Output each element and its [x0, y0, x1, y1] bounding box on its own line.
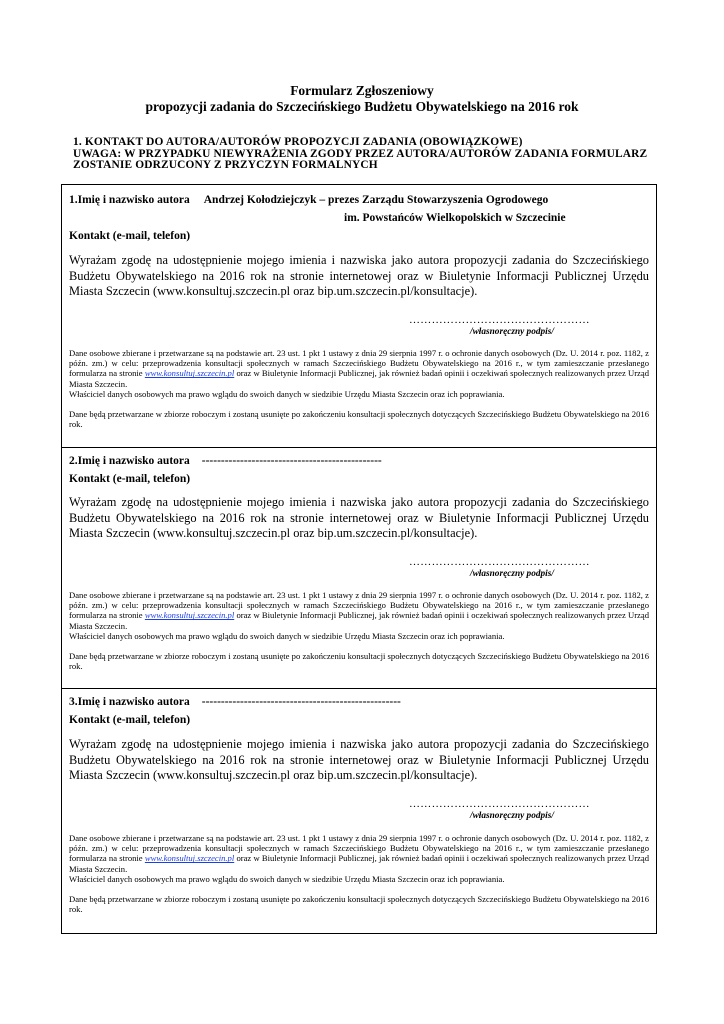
author-block-1	[62, 185, 656, 447]
signature-line[interactable]: …………………………………………	[409, 314, 590, 326]
author-name-value[interactable]: ----------------------------------------------------	[201, 696, 401, 708]
konsultuj-link[interactable]: www.konsultuj.szczecin.pl	[144, 610, 235, 621]
privacy-storage: Dane będą przetwarzane w zbiorze roboczym i zostaną usunięte po zakończeniu konsultacji społecznych dotyczących Szczecińskiego Budżetu Obywatelskiego na 2016 rok.	[69, 651, 649, 672]
author-name-row	[69, 454, 382, 468]
signature-label: /własnoręczny podpis/	[470, 811, 554, 821]
privacy-text-a: Dane osobowe zbierane i przetwarzane są na podstawie art. 23 ust. 1 pkt 1 ustawy z dnia 29 sierpnia 1997 r. o ochronie danych osobowych (Dz. U. 2014 r. poz. 1182, z późn. zm.) w celu: przeprowadzenia konsultacji społecznych w ramach Szczecińskiego Budżetu Obywatelskiego na 2016 r., w tym zamieszczanie przesłanego formularza na stronie	[69, 590, 649, 621]
author-name-row	[69, 695, 401, 709]
privacy-text-b: oraz w Biuletynie Informacji Publicznej, jak również badań opinii i oczekiwań społecznych realizowanych przez Urząd Miasta Szczecin.	[69, 610, 649, 631]
author-name-label: 1.Imię i nazwisko autora	[69, 194, 190, 206]
warning-line-2: ZOSTANIE ODRZUCONY Z PRZYCZYN FORMALNYCH	[73, 159, 378, 172]
author-name-label: 2.Imię i nazwisko autora	[69, 455, 190, 467]
contact-label: Kontakt (e-mail, telefon)	[69, 473, 191, 485]
privacy-rights: Właściciel danych osobowych ma prawo wglądu do swoich danych w siedzibie Urzędu Miasta Szczecin oraz ich poprawiania.	[69, 630, 505, 641]
privacy-text-a: Dane osobowe zbierane i przetwarzane są na podstawie art. 23 ust. 1 pkt 1 ustawy z dnia 29 sierpnia 1997 r. o ochronie danych osobowych (Dz. U. 2014 r. poz. 1182, z późn. zm.) w celu: przeprowadzenia konsultacji społecznych w ramach Szczecińskiego Budżetu Obywatelskiego na 2016 r., w tym zamieszczanie przesłanego formularza na stronie	[69, 833, 649, 864]
author-name-value[interactable]: Andrzej Kołodziejczyk – prezes Zarządu Stowarzyszenia Ogrodowego	[203, 194, 549, 206]
author-name-value[interactable]: -----------------------------------------------	[201, 455, 382, 467]
privacy-notice	[69, 833, 649, 914]
warning-line-1: UWAGA: W PRZYPADKU NIEWYRAŻENIA ZGODY PRZEZ AUTORA/AUTORÓW ZADANIA FORMULARZ	[73, 147, 648, 160]
consent-text: Wyrażam zgodę na udostępnienie mojego imienia i nazwiska jako autora propozycji zadania do Szczecińskiego Budżetu Obywatelskiego na 2016 rok na stronie internetowej oraz w Biuletynie Informacji Publicznej Urzędu Miasta Szczecin (www.konsultuj.szczecin.pl oraz bip.um.szczecin.pl/konsultacje).	[69, 495, 649, 541]
form-title: Formularz Zgłoszeniowy	[290, 83, 434, 98]
privacy-text-a: Dane osobowe zbierane i przetwarzane są na podstawie art. 23 ust. 1 pkt 1 ustawy z dnia 29 sierpnia 1997 r. o ochronie danych osobowych (Dz. U. 2014 r. poz. 1182, z późn. zm.) w celu: przeprowadzenia konsultacji społecznych w ramach Szczecińskiego Budżetu Obywatelskiego na 2016 r., w tym zamieszczanie przesłanego formularza na stronie	[69, 348, 649, 379]
author-name-value-line-2[interactable]: im. Powstańców Wielkopolskich w Szczecinie	[344, 212, 566, 224]
contact-label: Kontakt (e-mail, telefon)	[69, 714, 191, 726]
privacy-storage: Dane będą przetwarzane w zbiorze roboczym i zostaną usunięte po zakończeniu konsultacji społecznych dotyczących Szczecińskiego Budżetu Obywatelskiego na 2016 rok.	[69, 894, 649, 915]
author-block-3	[62, 688, 656, 934]
author-form-box	[61, 184, 657, 934]
signature-label: /własnoręczny podpis/	[470, 327, 554, 337]
signature-line[interactable]: …………………………………………	[409, 556, 590, 568]
author-name-row	[69, 193, 548, 207]
privacy-rights: Właściciel danych osobowych ma prawo wglądu do swoich danych w siedzibie Urzędu Miasta Szczecin oraz ich poprawiania.	[69, 388, 505, 399]
section-notice	[73, 137, 693, 172]
signature-line[interactable]: …………………………………………	[409, 798, 590, 810]
privacy-text-b: oraz w Biuletynie Informacji Publicznej, jak również badań opinii i oczekiwań społecznych realizowanych przez Urząd Miasta Szczecin.	[69, 853, 649, 874]
consent-text: Wyrażam zgodę na udostępnienie mojego imienia i nazwiska jako autora propozycji zadania do Szczecińskiego Budżetu Obywatelskiego na 2016 rok na stronie internetowej oraz w Biuletynie Informacji Publicznej Urzędu Miasta Szczecin (www.konsultuj.szczecin.pl oraz bip.um.szczecin.pl/konsultacje).	[69, 253, 649, 299]
privacy-rights: Właściciel danych osobowych ma prawo wglądu do swoich danych w siedzibie Urzędu Miasta Szczecin oraz ich poprawiania.	[69, 873, 505, 884]
consent-text: Wyrażam zgodę na udostępnienie mojego imienia i nazwiska jako autora propozycji zadania do Szczecińskiego Budżetu Obywatelskiego na 2016 rok na stronie internetowej oraz w Biuletynie Informacji Publicznej Urzędu Miasta Szczecin (www.konsultuj.szczecin.pl oraz bip.um.szczecin.pl/konsultacje).	[69, 737, 649, 783]
form-subtitle: propozycji zadania do Szczecińskiego Budżetu Obywatelskiego na 2016 rok	[145, 99, 579, 114]
section-heading: 1. KONTAKT DO AUTORA/AUTORÓW PROPOZYCJI ZADANIA (OBOWIĄZKOWE)	[73, 136, 523, 148]
konsultuj-link[interactable]: www.konsultuj.szczecin.pl	[144, 368, 235, 379]
privacy-storage: Dane będą przetwarzane w zbiorze roboczym i zostaną usunięte po zakończeniu konsultacji społecznych dotyczących Szczecińskiego Budżetu Obywatelskiego na 2016 rok.	[69, 409, 649, 430]
contact-label: Kontakt (e-mail, telefon)	[69, 230, 191, 242]
privacy-text-b: oraz w Biuletynie Informacji Publicznej, jak również badań opinii i oczekiwań społecznych realizowanych przez Urząd Miasta Szczecin.	[69, 368, 649, 389]
privacy-notice	[69, 348, 649, 429]
signature-label: /własnoręczny podpis/	[470, 569, 554, 579]
privacy-notice	[69, 590, 649, 671]
author-block-2	[62, 447, 656, 689]
author-name-label: 3.Imię i nazwisko autora	[69, 696, 190, 708]
konsultuj-link[interactable]: www.konsultuj.szczecin.pl	[144, 853, 235, 864]
